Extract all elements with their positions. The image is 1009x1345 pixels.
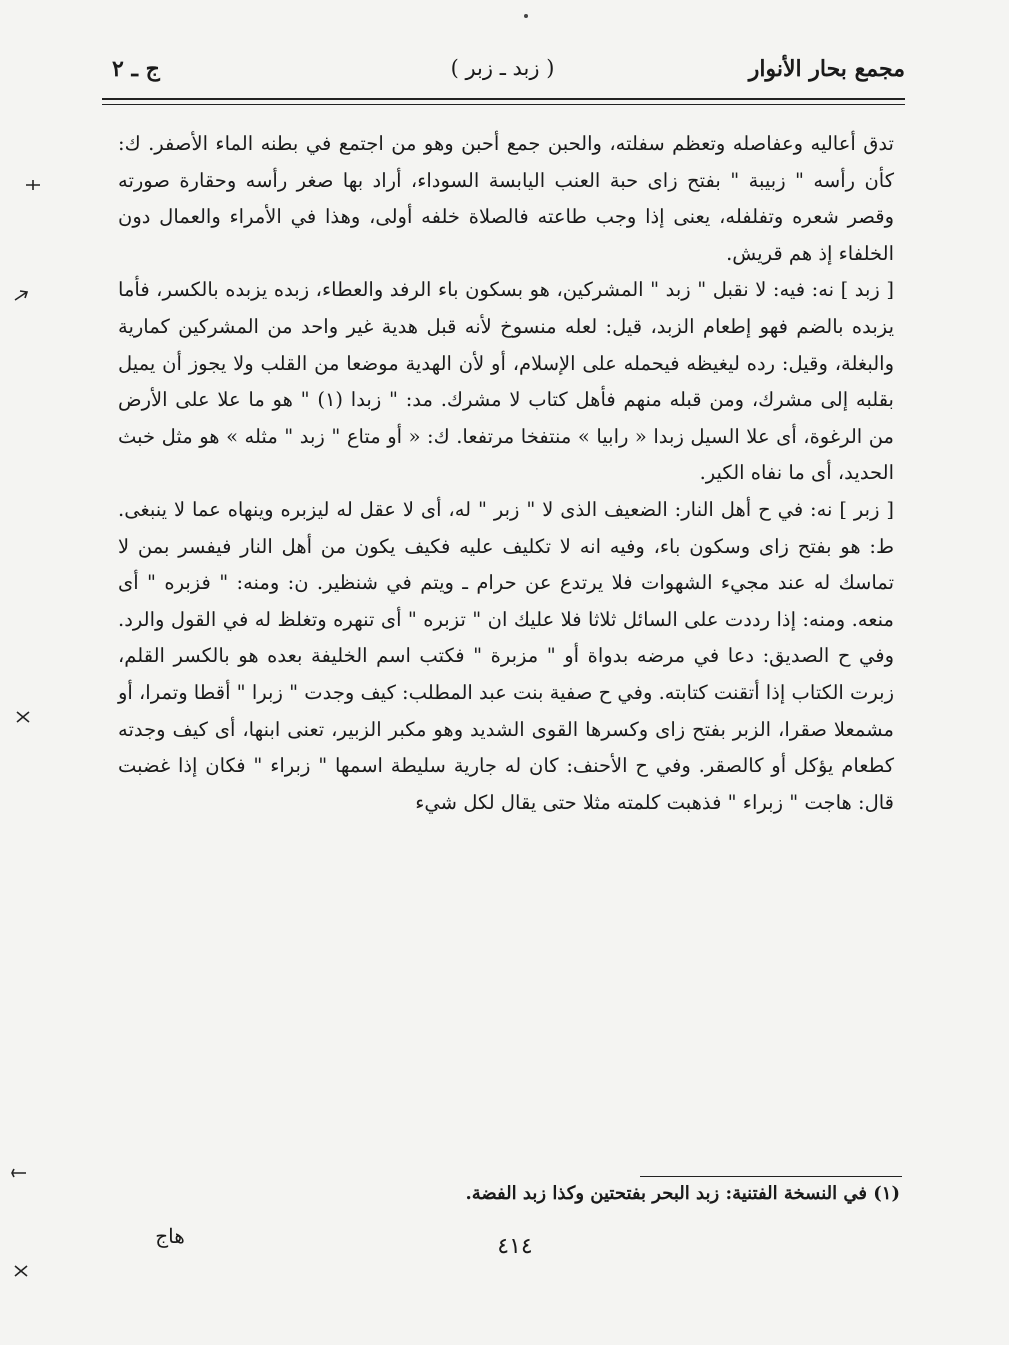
header-rule [102,98,905,100]
paragraph-1: تدق أعاليه وعفاصله وتعظم سفلته، والحبن جمع أحبن وهو من اجتمع في بطنه الماء الأصفر. ك: كأن رأسه " زبيبة " بفتح زاى حبة العنب اليابسة السوداء، أراد بها صغر رأسه وحقارة صورته وقصر شعره وتفلفله، يعنى إذا وجب طاعته فالصلاة خلفه أولى، وهذا في الأمراء والعمال دون الخلفاء إذ هم قريش. [118,132,894,265]
footnote: (١) في النسخة الفتنية: زبد البحر بفتحتين وكذا زبد الفضة. [465,1183,900,1204]
speck-mark [524,14,528,18]
page-header [100,56,905,92]
margin-cross-icon [14,708,32,726]
margin-cross-icon [12,1262,30,1280]
header-rule-thin [102,104,905,105]
section-title: ( زبد ـ زبر ) [450,56,555,80]
volume-label: ج ـ ٢ [112,56,160,82]
page-number: ٤١٤ [497,1234,533,1259]
book-title: مجمع بحار الأنوار [748,56,905,82]
paragraph-zabar: [ زبر ] نه: في ح أهل النار: الضعيف الذى لا " زبر " له، أى لا عقل له ليزبره وينهاه عما لا ينبغى. ط: هو بفتح زاى وسكون باء، وفيه انه لا تكليف عليه فكيف يكون من أهل النار فيفسر بمن لا تماسك له عند مجيء الشهوات فلا يرتدع عن حرام ـ ويتم في شنظير. ن: ومنه: " فزبره " أى منعه. ومنه: إذا رددت على السائل ثلاثا فلا عليك ان " تزبره " أى تنهره وتغلظ له في القول والرد. وفي ح الصديق: دعا في مرضه بدواة أو " مزبرة " فكتب اسم الخليفة بعده هو بالكسر القلم، زبرت الكتاب إذا أتقنت كتابته. وفي ح صفية بنت عبد المطلب: كيف وجدت " زبرا " أقطا وتمرا، أو مشمعلا صقرا، الزبر بفتح زاى وكسرها القوى الشديد وهو مكبر الزبير، تعنى ابنها، أى كيف وجدته كطعام يؤكل أو كالصقر. وفي ح الأحنف: كان له جارية سليطة اسمها " زبراء " فكان إذا غضبت قال: هاجت " زبراء " فذهبت كلمته مثلا حتى يقال لكل شيء [117,497,894,814]
signature-mark: هاج [155,1224,185,1248]
margin-plus-icon [24,176,42,194]
margin-arrow-icon [10,1164,28,1182]
footnote-rule [640,1176,902,1177]
margin-arrow-icon [12,286,30,304]
main-text [118,126,894,821]
paragraph-zabad: [ زبد ] نه: فيه: لا نقبل " زبد " المشركين، هو بسكون باء الرفد والعطاء، زبده يزبده بالكسر، فأما يزبده بالضم فهو إطعام الزبد، قيل: لعله منسوخ لأنه قبل هدية غير واحد من المشركين كمارية والبغلة، وقيل: رده ليغيظه فيحمله على الإسلام، أو لأن الهدية موضعا من القلب ولا يجوز أن يميل بقلبه إلى مشرك، ومن قبله منهم فأهل كتاب لا مشرك. مد: " زبدا (١) " هو ما علا على الأرض من الرغوة، أى علا السيل زبدا « رابيا » منتفخا مرتفعا. ك: « أو متاع " زبد " مثله » هو مثل خبث الحديد، أى ما نفاه الكير. [118,278,894,485]
